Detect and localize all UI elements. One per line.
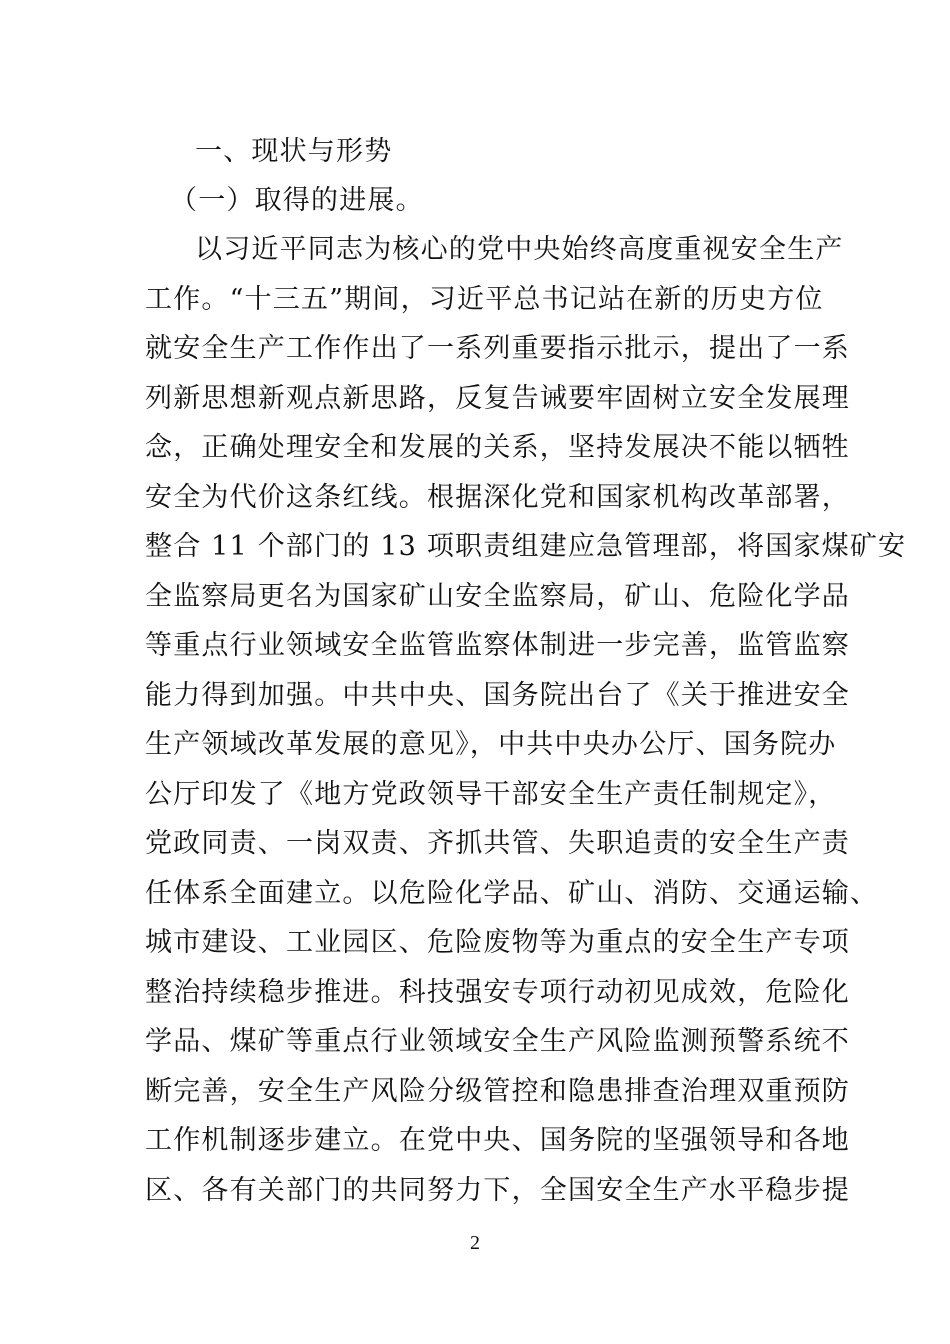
paragraph-line: 断完善，安全生产风险分级管控和隐患排查治理双重预防 — [145, 1076, 850, 1107]
paragraph-line: 生产领域改革发展的意见》，中共中央办公厅、国务院办 — [145, 729, 837, 760]
paragraph-line: 念，正确处理安全和发展的关系，坚持发展决不能以牺牲 — [145, 432, 850, 463]
paragraph-line: 公厅印发了《地方党政领导干部安全生产责任制规定》， — [145, 779, 837, 810]
section-heading: 一、现状与形势 — [195, 136, 393, 167]
paragraph-line: 以习近平同志为核心的党中央始终高度重视安全生产 — [195, 234, 844, 265]
paragraph-line: 列新思想新观点新思路，反复告诫要牢固树立安全发展理 — [145, 383, 850, 414]
paragraph-line: 安全为代价这条红线。根据深化党和国家机构改革部署， — [145, 482, 850, 513]
paragraph-line: 工作机制逐步建立。在党中央、国务院的坚强领导和各地 — [145, 1125, 850, 1156]
paragraph-line: 等重点行业领域安全监管监察体制进一步完善，监管监察 — [145, 630, 850, 661]
paragraph-line: 整合 11 个部门的 13 项职责组建应急管理部，将国家煤矿安 — [145, 531, 907, 562]
paragraph-line: 学品、煤矿等重点行业领域安全生产风险监测预警系统不 — [145, 1026, 850, 1057]
paragraph-line: 城市建设、工业园区、危险废物等为重点的安全生产专项 — [145, 927, 850, 958]
paragraph-line: 党政同责、一岗双责、齐抓共管、失职追责的安全生产责 — [145, 828, 850, 859]
paragraph-line: 整治持续稳步推进。科技强安专项行动初见成效，危险化 — [145, 977, 850, 1008]
page-number: 2 — [470, 1232, 480, 1254]
paragraph-line: 就安全生产工作作出了一系列重要指示批示，提出了一系 — [145, 333, 850, 364]
paragraph-line: 全监察局更名为国家矿山安全监察局，矿山、危险化学品 — [145, 581, 850, 612]
paragraph-line: 任体系全面建立。以危险化学品、矿山、消防、交通运输、 — [145, 878, 879, 909]
subsection-heading: （一）取得的进展。 — [170, 185, 424, 216]
paragraph-line: 区、各有关部门的共同努力下，全国安全生产水平稳步提 — [145, 1175, 850, 1206]
paragraph-line: 工作。“十三五”期间，习近平总书记站在新的历史方位 — [145, 284, 824, 315]
paragraph-line: 能力得到加强。中共中央、国务院出台了《关于推进安全 — [145, 680, 850, 711]
